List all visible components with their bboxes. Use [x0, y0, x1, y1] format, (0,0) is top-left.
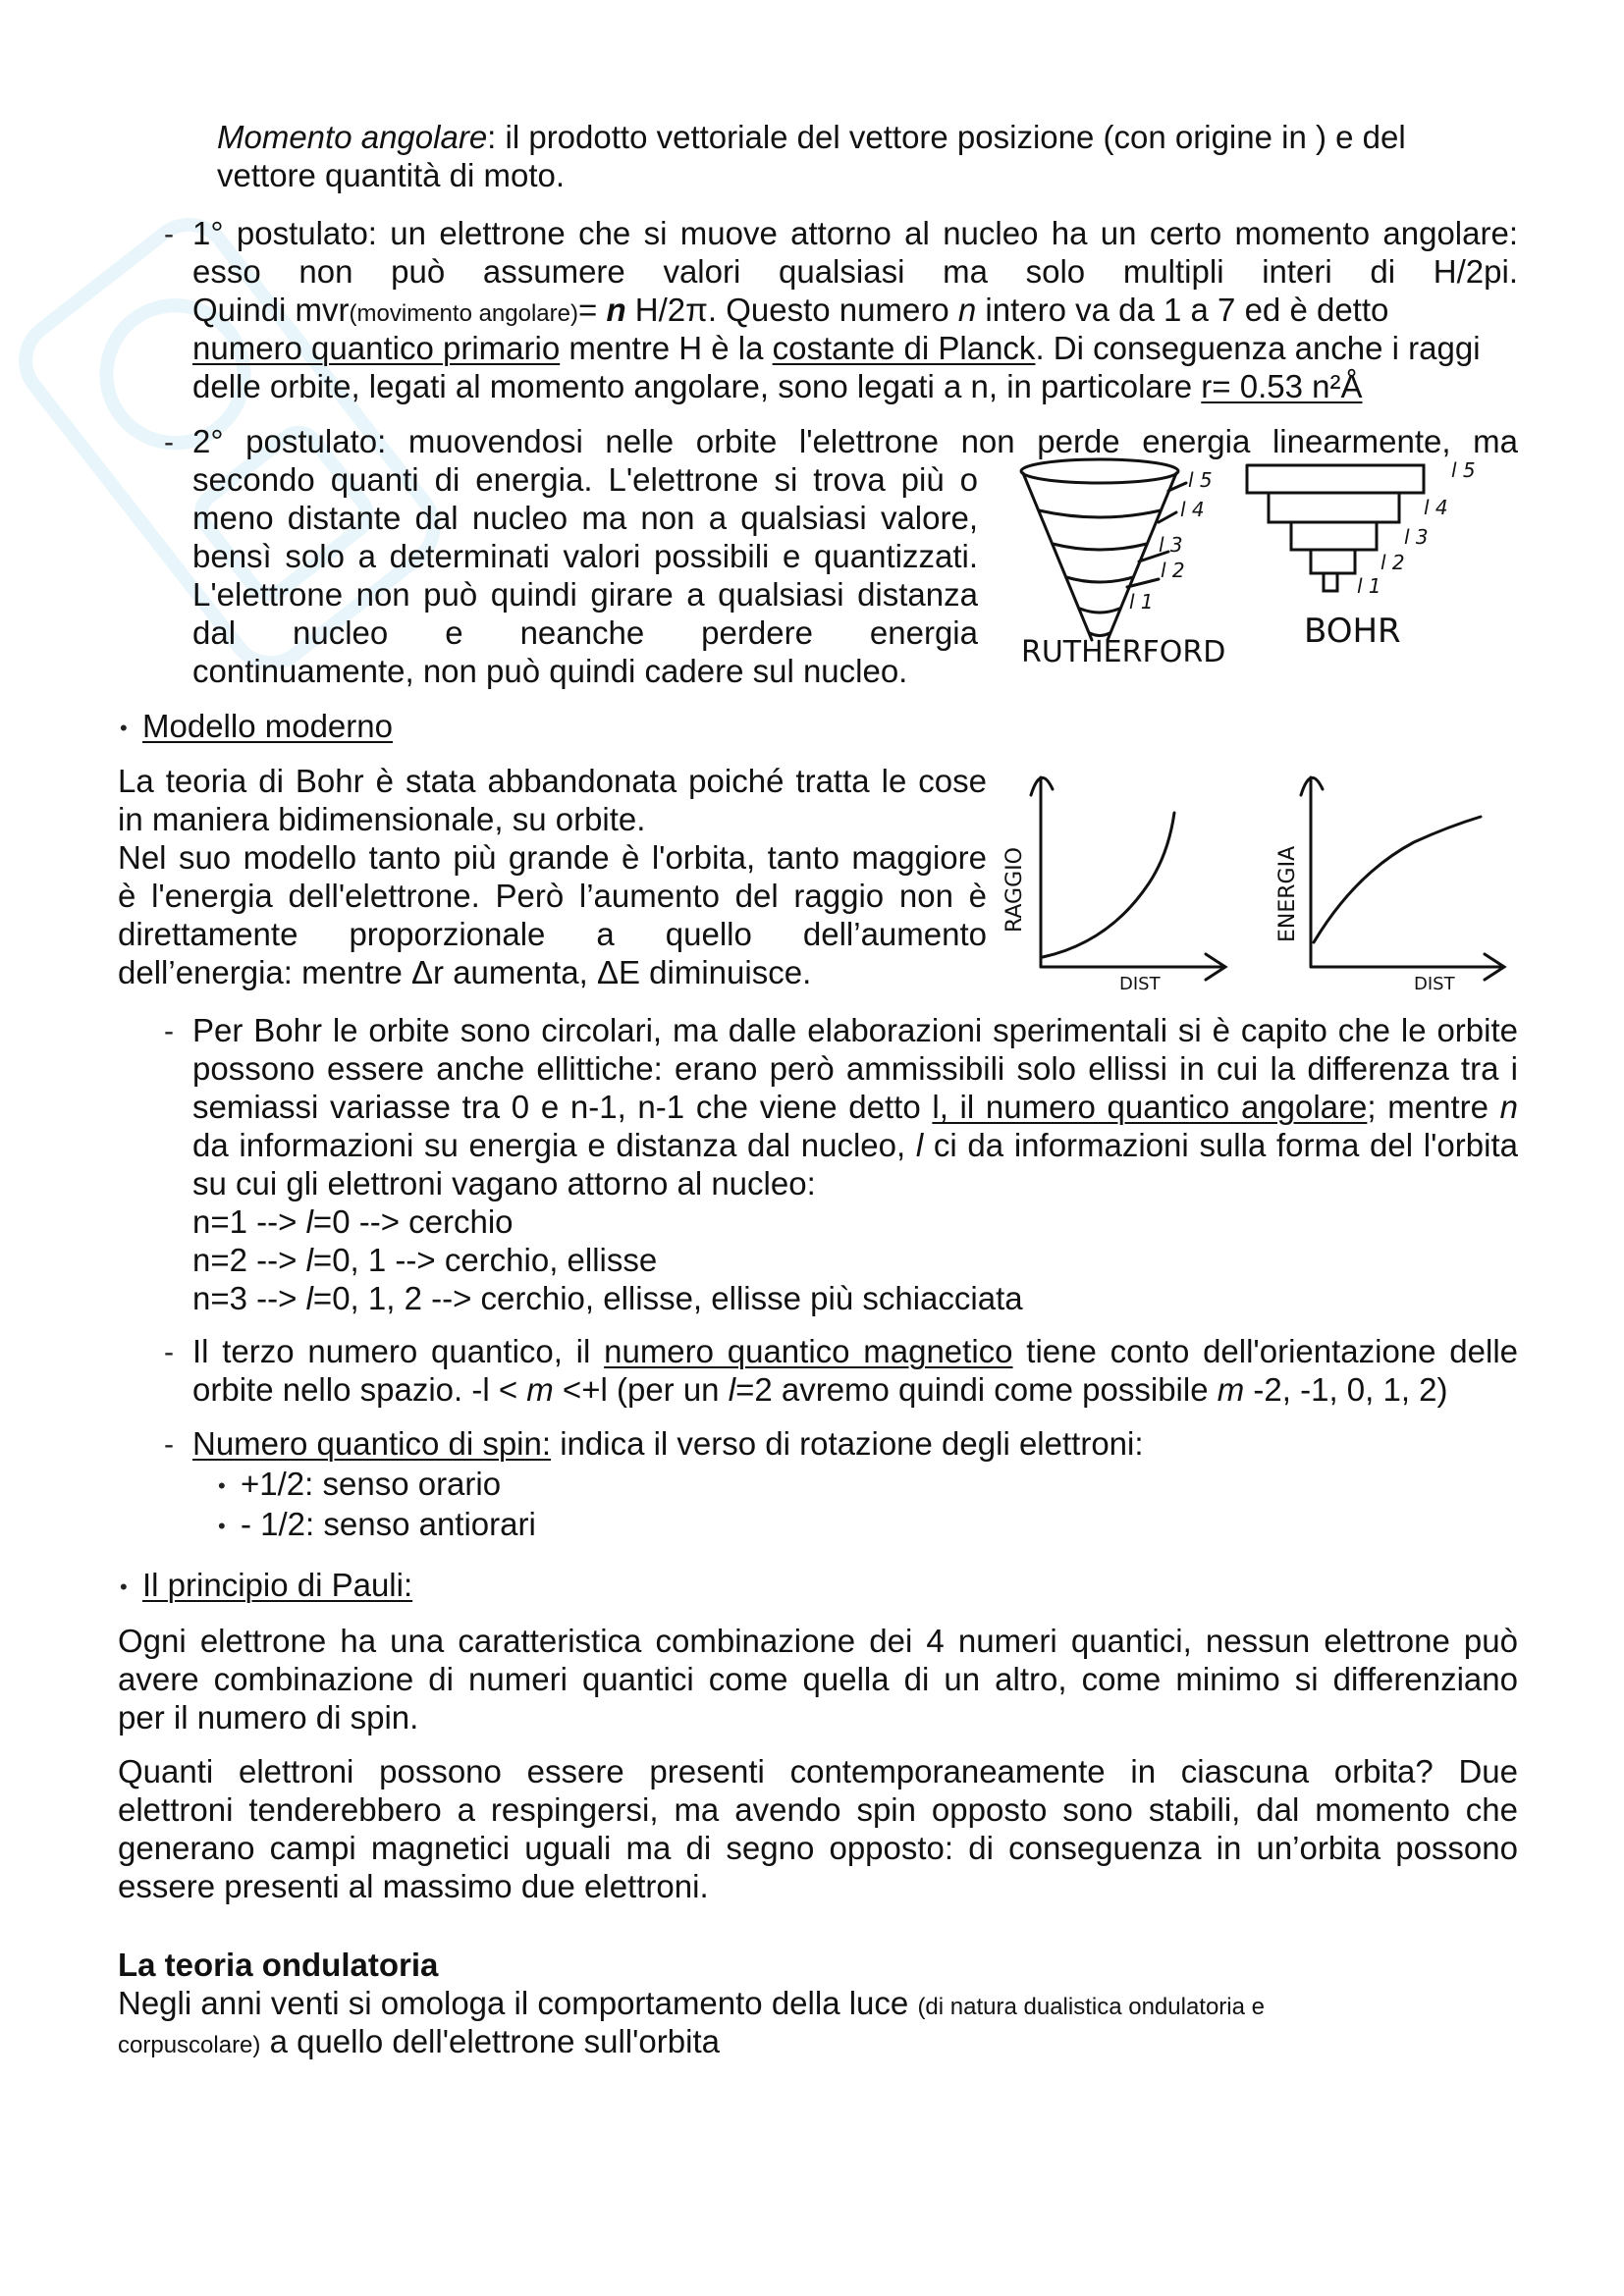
mag-l1-b: tiene conto dell'orientazione delle: [1012, 1333, 1518, 1369]
wave-line-1: [118, 1984, 1265, 2026]
postulate1-line-4: [192, 329, 1518, 367]
orbits-l3-a: semiassi variasse tra 0 e n-1, n-1 che viene detto: [192, 1089, 933, 1125]
modern-bullet: •: [120, 716, 128, 740]
bohr-level-3: l 3: [1404, 525, 1429, 549]
p1-l3-small: (movimento angolare): [349, 300, 578, 327]
p1-l3-n: n: [606, 292, 626, 328]
ex3-b: =0, 1, 2 --> cerchio, ellisse, ellisse più schiacciata: [312, 1280, 1023, 1316]
modern-line-4: è l'energia dell'elettrone. Però l’aumento del raggio non è: [118, 878, 987, 914]
mag-l2-d: -2, -1, 0, 1, 2): [1244, 1371, 1448, 1408]
postulate1-line-3: [192, 291, 1518, 333]
pauli-bullet: •: [120, 1575, 128, 1599]
postulate2-bullet: -: [164, 426, 174, 458]
postulate1-line-5: [192, 367, 1518, 405]
link-numero-quantico-magnetico[interactable]: numero quantico magnetico: [604, 1333, 1013, 1369]
wave-l1-small: (di natura dualistica ondulatoria e: [917, 1994, 1265, 2020]
ex3-l: l: [305, 1280, 313, 1316]
orbits-bullet: -: [164, 1015, 174, 1047]
pauli-p1-line-2: avere combinazione di numeri quantici come quella di un altro, come minimo si differenziano: [118, 1661, 1518, 1697]
postulate2-line-7: continuamente, non può quindi cadere sul nucleo.: [192, 653, 908, 689]
p1-l4-end: . Di conseguenza anche i raggi: [1035, 330, 1481, 366]
orbits-line-1: Per Bohr le orbite sono circolari, ma dalle elaborazioni sperimentali si è capito che le orbite: [192, 1012, 1518, 1048]
p1-l3-c: H/2π. Questo numero: [625, 292, 958, 328]
orbits-l4-a: da informazioni su energia e distanza dal nucleo,: [192, 1127, 916, 1163]
p1-l5-a: delle orbite, legati al momento angolare, sono legati a n, in particolare: [192, 368, 1202, 404]
postulate2-line-4: bensì solo a determinati valori possibili e quantizzati.: [192, 538, 978, 574]
spin-rest: indica il verso di rotazione degli elettroni:: [551, 1425, 1144, 1462]
p1-l3-d: intero va da 1 a 7 ed è detto: [976, 292, 1389, 328]
postulate2-line-6: dal nucleo e neanche perdere energia: [192, 614, 978, 651]
postulate2-line-5: L'elettrone non può quindi girare a qualsiasi distanza: [192, 576, 978, 613]
modern-line-5: direttamente proporzionale a quello dell’aumento: [118, 916, 987, 952]
mag-l2-m2: m: [1217, 1371, 1245, 1408]
modern-line-1: La teoria di Bohr è stata abbandonata poiché tratta le cose: [118, 763, 987, 799]
left-graph-xlabel: DIST: [1119, 974, 1161, 994]
orbits-example-2: [192, 1241, 657, 1279]
rutherford-level-5: l 5: [1188, 468, 1213, 492]
right-graph-xlabel: DIST: [1414, 974, 1455, 994]
wave-l2-b: a quello dell'elettrone sull'orbita: [260, 2023, 720, 2059]
mag-l2-c: =2 avremo quindi come possibile: [735, 1371, 1218, 1408]
mag-l2-a: orbite nello spazio. -l <: [192, 1371, 527, 1408]
orbits-line-5: su cui gli elettroni vagano attorno al nucleo:: [192, 1165, 816, 1201]
mag-l1-a: Il terzo numero quantico, il: [192, 1333, 605, 1369]
ex1-l: l: [305, 1203, 313, 1240]
orbits-line-2: possono essere anche ellittiche: erano però ammissibili solo ellissi in cui la differenza tra i: [192, 1050, 1518, 1087]
pauli-p2-line-3: generano campi magnetici uguali ma di segno opposto: di conseguenza in un’orbita possono: [118, 1830, 1518, 1866]
right-graph-ylabel: ENERGIA: [1275, 845, 1300, 942]
radius-formula: r= 0.53 n²Å: [1201, 368, 1363, 404]
atom-models-sketch: [1011, 454, 1561, 669]
pauli-p2-line-4: essere presenti al massimo due elettroni.: [118, 1868, 709, 1904]
orbits-l3-b: ; mentre: [1367, 1089, 1500, 1125]
orbits-l4-l: l: [915, 1127, 924, 1163]
rutherford-level-4: l 4: [1180, 498, 1205, 521]
wave-heading: La teoria ondulatoria: [118, 1947, 439, 1983]
bohr-level-2: l 2: [1380, 551, 1405, 574]
ex1-b: =0 --> cerchio: [312, 1203, 514, 1240]
link-numero-quantico-angolare[interactable]: l, il numero quantico angolare: [932, 1089, 1368, 1125]
spin-item-1: +1/2: senso orario: [241, 1466, 502, 1502]
rutherford-level-3: l 3: [1159, 533, 1183, 557]
intro-line-1: [217, 118, 1518, 156]
link-numero-quantico-spin[interactable]: Numero quantico di spin:: [192, 1425, 552, 1462]
postulate1-line-1: 1° postulato: un elettrone che si muove attorno al nucleo ha un certo momento angolare:: [192, 215, 1518, 251]
ex3-a: n=3 -->: [192, 1280, 306, 1316]
intro-line1-text: : il prodotto vettoriale del vettore posizione (con origine in ) e del: [487, 119, 1406, 155]
postulate2-line-2: secondo quanti di energia. L'elettrone si trova più o: [192, 461, 978, 498]
intro-line-2: vettore quantità di moto.: [217, 157, 566, 193]
magnetic-bullet: -: [164, 1336, 174, 1368]
pauli-heading: Il principio di Pauli:: [142, 1567, 413, 1603]
modern-line-6: dell’energia: mentre Δr aumenta, ΔE diminuisce.: [118, 954, 812, 990]
postulate2-line-3: meno distante dal nucleo ma non a qualsiasi valore,: [192, 500, 978, 536]
orbits-example-3: [192, 1279, 1023, 1317]
ex2-l: l: [305, 1242, 313, 1278]
p1-l3-b: =: [577, 292, 607, 328]
link-numero-quantico-primario[interactable]: numero quantico primario: [192, 330, 561, 366]
postulate1-bullet: -: [164, 218, 174, 250]
modern-line-3: Nel suo modello tanto più grande è l'orbita, tanto maggiore: [118, 839, 987, 876]
radius-energy-graphs: [1001, 756, 1532, 994]
left-graph-ylabel: RAGGIO: [1002, 847, 1027, 933]
orbits-line-4: [192, 1126, 1518, 1164]
ex1-a: n=1 -->: [192, 1203, 306, 1240]
orbits-l3-n: n: [1499, 1089, 1518, 1125]
p1-l3-a: Quindi mvr: [192, 292, 350, 328]
pauli-p1-line-3: per il numero di spin.: [118, 1699, 419, 1735]
modern-heading: Modello moderno: [142, 708, 393, 744]
modern-line-2: in maniera bidimensionale, su orbite.: [118, 801, 646, 837]
magnetic-line-2: [192, 1370, 1448, 1409]
rutherford-level-1: l 1: [1129, 590, 1154, 614]
magnetic-line-1: [192, 1332, 1518, 1370]
left-curve: [1043, 813, 1174, 957]
intro-term: Momento angolare: [217, 119, 488, 155]
orbits-l4-b: ci da informazioni sulla forma del l'orbita: [923, 1127, 1518, 1163]
postulate2-line-1: 2° postulato: muovendosi nelle orbite l'elettrone non perde energia linearmente, ma: [192, 423, 1518, 459]
wave-l1-a: Negli anni venti si omologa il comportamento della luce: [118, 1985, 918, 2021]
orbits-example-1: [192, 1202, 514, 1241]
spin-item2-bullet: •: [218, 1514, 226, 1538]
pauli-p1-line-1: Ogni elettrone ha una caratteristica combinazione dei 4 numeri quantici, nessun elettrone può: [118, 1623, 1518, 1659]
ex2-b: =0, 1 --> cerchio, ellisse: [312, 1242, 658, 1278]
spin-line: [192, 1424, 1144, 1463]
wave-l2-small: corpuscolare): [118, 2032, 261, 2058]
rutherford-level-2: l 2: [1161, 559, 1185, 582]
ex2-a: n=2 -->: [192, 1242, 306, 1278]
rutherford-top-ellipse: [1021, 459, 1178, 483]
bohr-label: BOHR: [1304, 612, 1401, 651]
bohr-level-4: l 4: [1424, 496, 1448, 519]
rutherford-label: RUTHERFORD: [1021, 635, 1226, 669]
bohr-level-5: l 5: [1451, 458, 1476, 482]
spin-item1-bullet: •: [218, 1473, 226, 1498]
pauli-p2-line-1: Quanti elettroni possono essere presenti contemporaneamente in ciascuna orbita? Due: [118, 1753, 1518, 1789]
postulate1-line-2: esso non può assumere valori qualsiasi ma solo multipli interi di H/2pi.: [192, 253, 1518, 290]
spin-item-2: - 1/2: senso antiorari: [241, 1506, 536, 1542]
mag-l2-m: m: [526, 1371, 554, 1408]
p1-l3-n2: n: [957, 292, 977, 328]
bohr-level-1: l 1: [1357, 574, 1381, 598]
wave-line-2: [118, 2022, 720, 2064]
mag-l2-b: <+l (per un: [553, 1371, 729, 1408]
link-costante-planck[interactable]: costante di Planck: [772, 330, 1036, 366]
spin-bullet: -: [164, 1428, 174, 1461]
mag-l2-l: l: [728, 1371, 736, 1408]
pauli-p2-line-2: elettroni tenderebbero a respingersi, ma avendo spin opposto sono stabili, dal momento che: [118, 1791, 1518, 1828]
orbits-line-3: [192, 1088, 1518, 1126]
p1-l4-mid: mentre H è la: [560, 330, 773, 366]
right-curve: [1314, 817, 1481, 942]
